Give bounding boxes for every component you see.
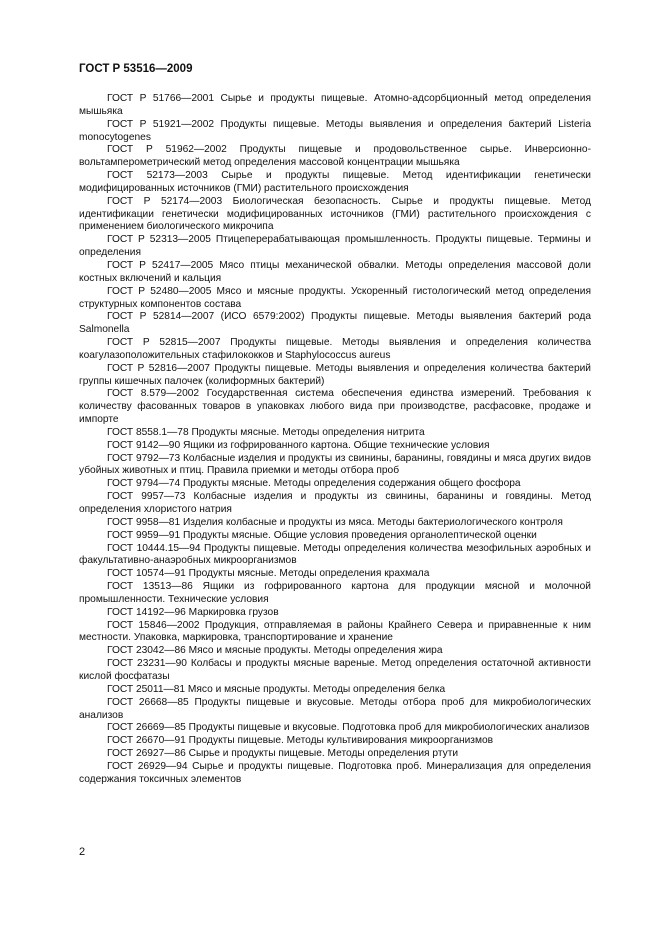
reference-item: ГОСТ 8.579—2002 Государственная система обеспечения единства измерений. Требования к количеству фасованных товаров в упаковках любого вида при производстве, расфасовке, продаже и импорте — [79, 388, 591, 426]
reference-item: ГОСТ Р 52313—2005 Птицеперерабатывающая промышленность. Продукты пищевые. Термины и определения — [79, 234, 591, 259]
reference-item: ГОСТ 14192—96 Маркировка грузов — [107, 606, 279, 618]
reference-item: ГОСТ 15846—2002 Продукция, отправляемая в районы Крайнего Севера и приравненные к ним местности. Упаковка, маркировка, транспортирование и хранение — [79, 619, 591, 644]
reference-item: ГОСТ 26668—85 Продукты пищевые и вкусовые. Методы отбора проб для микробиологических анализов — [79, 696, 591, 721]
reference-item: ГОСТ 26670—91 Продукты пищевые. Методы культивирования микроорганизмов — [107, 735, 494, 747]
reference-item: ГОСТ 23231—90 Колбасы и продукты мясные вареные. Метод определения остаточной активности кислой фосфатазы — [79, 658, 591, 682]
reference-item: ГОСТ 8558.1—78 Продукты мясные. Методы определения нитрита — [107, 426, 425, 438]
reference-item: ГОСТ 26669—85 Продукты пищевые и вкусовые. Подготовка проб для микробиологических анализов — [107, 722, 590, 734]
reference-item: ГОСТ 9792—73 Колбасные изделия и продукты из свинины, баранины, говядины и мяса других видов убойных животных и птиц. Правила приемки и методы отбора проб — [79, 452, 591, 477]
reference-item: ГОСТ 26927—86 Сырье и продукты пищевые. Методы определения ртути — [107, 748, 459, 760]
reference-item: ГОСТ 9958—81 Изделия колбасные и продукты из мяса. Методы бактериологического контроля — [107, 516, 563, 528]
reference-item: ГОСТ 25011—81 Мясо и мясные продукты. Методы определения белка — [107, 683, 446, 695]
reference-item: ГОСТ 23042—86 Мясо и мясные продукты. Методы определения жира — [107, 645, 443, 657]
reference-item: ГОСТ 10444.15—94 Продукты пищевые. Методы определения количества мезофильных аэробных и факультативно-анаэробных микроорганизмов — [79, 542, 591, 567]
reference-item: ГОСТ 13513—86 Ящики из гофрированного картона для продукции мясной и молочной промышленности. Технические условия — [79, 581, 591, 605]
reference-item: ГОСТ 52173—2003 Сырье и продукты пищевые. Метод идентификации генетически модифицированных источников (ГМИ) растительного происхождения — [79, 170, 591, 194]
reference-item: ГОСТ Р 52816—2007 Продукты пищевые. Методы выявления и определения количества бактерий группы кишечных палочек (колиформных бактерий) — [79, 362, 591, 387]
references-list — [79, 93, 591, 787]
reference-item: ГОСТ 9959—91 Продукты мясные. Общие условия проведения органолептической оценки — [107, 529, 537, 541]
reference-item: ГОСТ 9794—74 Продукты мясные. Методы определения содержания общего фосфора — [107, 478, 521, 490]
page-number: 2 — [79, 846, 86, 858]
reference-item: ГОСТ 9957—73 Колбасные изделия и продукты из свинины, баранины и говядины. Метод определения хлористого натрия — [79, 491, 591, 515]
reference-item: ГОСТ Р 52814—2007 (ИСО 6579:2002) Продукты пищевые. Методы выявления бактерий рода Salmonella — [79, 311, 591, 336]
reference-item: ГОСТ Р 52417—2005 Мясо птицы механической обвалки. Методы определения массовой доли костных включений и кальция — [79, 259, 591, 284]
reference-item: ГОСТ Р 51921—2002 Продукты пищевые. Методы выявления и определения бактерий Listeria monocytogenes — [79, 118, 591, 143]
reference-item: ГОСТ Р 52174—2003 Биологическая безопасность. Сырье и продукты пищевые. Метод идентификации генетически модифицированных источников (ГМИ) растительного происхождения с применением биологического микрочипа — [79, 195, 591, 233]
reference-item: ГОСТ 26929—94 Сырье и продукты пищевые. Подготовка проб. Минерализация для определения содержания токсичных элементов — [79, 760, 591, 785]
page-header: ГОСТ Р 53516—2009 — [79, 63, 193, 75]
reference-item: ГОСТ 10574—91 Продукты мясные. Методы определения крахмала — [107, 568, 430, 580]
reference-item: ГОСТ 9142—90 Ящики из гофрированного картона. Общие технические условия — [107, 439, 490, 451]
reference-item: ГОСТ Р 52480—2005 Мясо и мясные продукты. Ускоренный гистологический метод определения структурных компонентов состава — [79, 285, 591, 310]
reference-item: ГОСТ Р 51962—2002 Продукты пищевые и продовольственное сырье. Инверсионно-вольтамперометрический метод определения массовой концентрации мышьяка — [79, 144, 591, 169]
reference-item: ГОСТ Р 52815—2007 Продукты пищевые. Методы выявления и определения количества коагулазоположительных стафилококков и Staphylococcus aureus — [79, 337, 591, 361]
reference-item: ГОСТ Р 51766—2001 Сырье и продукты пищевые. Атомно-адсорбционный метод определения мышьяка — [79, 93, 591, 117]
